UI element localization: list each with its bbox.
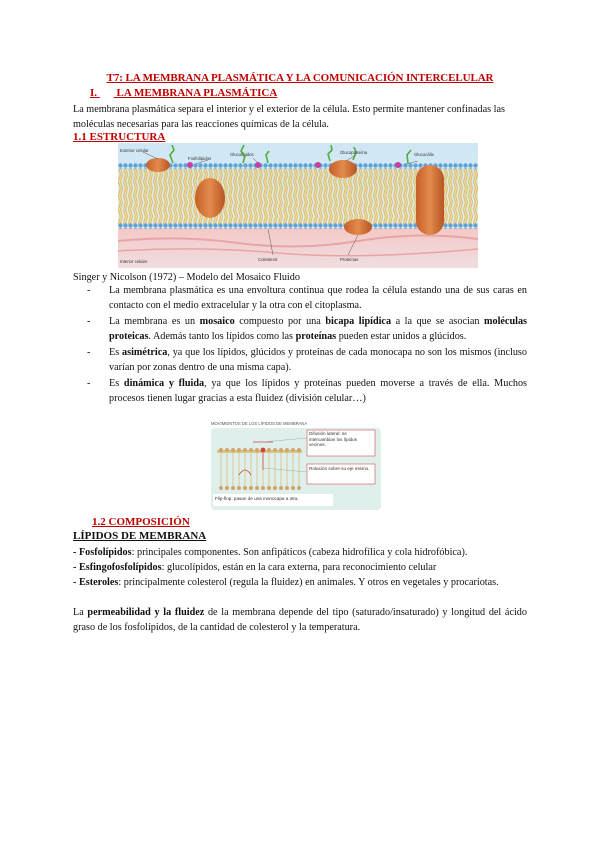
membrane-structure-figure bbox=[118, 143, 478, 268]
label-cholesterol: Colesterol bbox=[258, 257, 278, 262]
membrane-properties-list bbox=[73, 283, 527, 407]
document-title: T7: LA MEMBRANA PLASMÁTICA Y LA COMUNICACIÓN INTERCELULAR bbox=[106, 72, 494, 84]
figure-title: MOVIMIENTOS DE LOS LÍPIDOS DE MEMBRANA bbox=[211, 421, 308, 426]
label-proteins: Proteínas bbox=[340, 257, 359, 262]
section-title: LA MEMBRANA PLASMÁTICA bbox=[116, 87, 278, 99]
intro-paragraph: La membrana plasmática separa el interior y el exterior de la célula. Esto permite mantener confinadas las moléculas necesarias para las reacciones químicas de la célula. bbox=[73, 104, 505, 130]
label-phospholipids: Fosfolípidos bbox=[188, 156, 212, 161]
lipid-phospholipids: - Fosfolípidos: principales componentes. Son anfipáticos (cabeza hidrofílica y cola hidrofóbica). bbox=[73, 547, 468, 558]
lipid-movements-figure bbox=[209, 420, 383, 512]
section-1-heading bbox=[90, 87, 277, 99]
label-interior: Interior celular bbox=[120, 259, 148, 264]
section-number: I. bbox=[90, 87, 98, 99]
label-exterior: Exterior celular bbox=[120, 148, 149, 153]
subsection-1-2-heading: 1.2 COMPOSICIÓN bbox=[92, 516, 190, 528]
list-item: - La membrana plasmática es una envoltura continua que rodea la célula estando una de sus caras en contacto con el medio extracelular y la otra con el citoplasma. bbox=[87, 285, 527, 311]
lipid-sterols: - Esteroles: principalmente colesterol (regula la fluidez) en animales. Y otros en vegetales y procariotas. bbox=[73, 577, 499, 588]
label-glycocalyx: Glucocálix bbox=[414, 152, 434, 157]
subsection-1-1-heading: 1.1 ESTRUCTURA bbox=[73, 131, 166, 143]
list-item: - Es dinámica y fluida, ya que los lípidos y proteínas pueden moverse a través de ella. Muchos procesos tienen lugar gracias a esta fluidez (división celular…) bbox=[87, 378, 528, 404]
list-item: - Es asimétrica, ya que los lípidos, glúcidos y proteínas de cada monocapa no son los mismos (incluso varían por zonas dentro de una misma capa). bbox=[87, 347, 527, 373]
model-line: Singer y Nicolson (1972) – Modelo del Mosaico Fluido bbox=[73, 272, 300, 283]
permeability-paragraph: La permeabilidad y la fluidez de la membrana depende del tipo (saturado/insaturado) y longitud del ácido graso de los fosfolípidos, de la cantidad de colesterol y la temperatura. bbox=[73, 607, 527, 633]
lateral-diffusion-note: Difusión lateral: se intercambian los lípidos vecinos. bbox=[309, 431, 358, 448]
lipid-sphingophospholipids: - Esfingofosfolípidos: glucolípidos, están en la cara externa, para reconocimiento celular bbox=[73, 562, 437, 573]
rotation-note: Rotación sobre su eje mismo. bbox=[309, 466, 370, 471]
label-glycolipids: Glucolípidos bbox=[230, 152, 254, 157]
flip-flop-note: Flip-flop: pasan de una monocapa a otra. bbox=[215, 496, 299, 501]
lipids-heading: LÍPIDOS DE MEMBRANA bbox=[73, 530, 207, 542]
list-item: - La membrana es un mosaico compuesto por una bicapa lipídica a la que se asocian moléculas proteicas. Además tanto los lípidos como las proteínas pueden estar unidos a glúcidos. bbox=[87, 316, 528, 342]
label-glycoprotein: Glucoproteína bbox=[340, 150, 367, 155]
